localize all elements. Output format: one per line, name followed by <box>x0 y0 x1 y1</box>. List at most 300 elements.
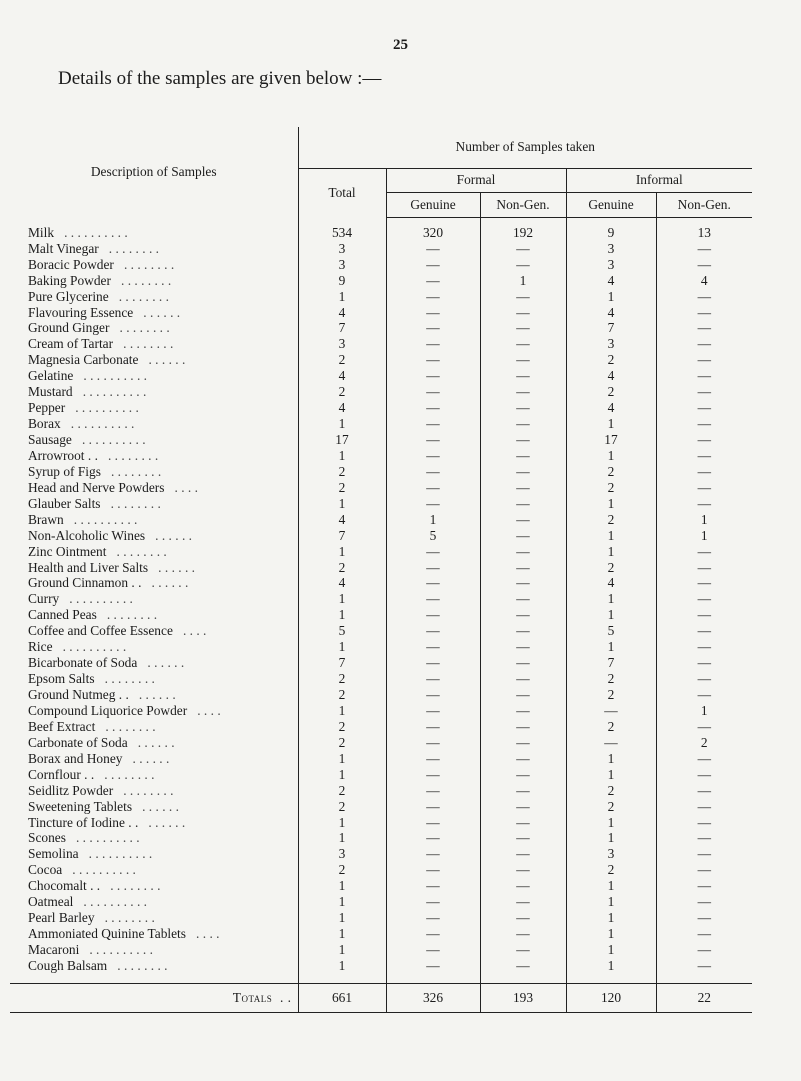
table-row <box>10 576 752 592</box>
cell-formal-non-gen: — <box>480 305 566 321</box>
cell-total: 1 <box>298 926 386 942</box>
sample-description <box>10 464 298 480</box>
sample-description <box>10 257 298 273</box>
table-row <box>10 831 752 847</box>
leader-dots: . . . . . . . . <box>110 878 161 894</box>
cell-total: 5 <box>298 623 386 639</box>
cell-formal-non-gen: — <box>480 703 566 719</box>
cell-formal-genuine: — <box>386 305 480 321</box>
cell-total: 2 <box>298 384 386 400</box>
cell-informal-genuine: — <box>566 735 656 751</box>
cell-informal-genuine: 2 <box>566 464 656 480</box>
leader-dots: . . . . . . . . . . <box>81 432 146 447</box>
cell-formal-non-gen: — <box>480 847 566 863</box>
cell-formal-genuine: — <box>386 576 480 592</box>
cell-informal-non-gen: — <box>656 289 752 305</box>
cell-informal-non-gen: — <box>656 416 752 432</box>
sample-description <box>10 305 298 321</box>
cell-informal-non-gen: — <box>656 368 752 384</box>
cell-total: 2 <box>298 464 386 480</box>
cell-informal-genuine: 1 <box>566 751 656 767</box>
cell-formal-genuine: — <box>386 623 480 639</box>
leader-dots: . . . . . . . . . . <box>88 846 153 862</box>
cell-formal-non-gen: — <box>480 767 566 783</box>
table-row <box>10 225 752 241</box>
sample-name: Borax <box>28 416 61 432</box>
cell-informal-genuine: 2 <box>566 512 656 528</box>
cell-informal-non-gen: — <box>656 576 752 592</box>
table-row <box>10 416 752 432</box>
sample-name: Semolina <box>28 846 79 862</box>
cell-informal-genuine: 2 <box>566 560 656 576</box>
cell-total: 4 <box>298 512 386 528</box>
sample-name: Zinc Ointment <box>28 543 107 559</box>
sample-name: Ammoniated Quinine Tablets <box>28 926 186 942</box>
cell-formal-non-gen: 1 <box>480 273 566 289</box>
cell-formal-genuine: — <box>386 910 480 926</box>
cell-formal-non-gen: — <box>480 432 566 448</box>
description-header: Description of Samples <box>90 164 217 180</box>
table-row <box>10 560 752 576</box>
cell-formal-non-gen: — <box>480 576 566 592</box>
cell-informal-genuine: 1 <box>566 528 656 544</box>
leader-dots: . . . . . . <box>142 798 179 814</box>
cell-total: 2 <box>298 799 386 815</box>
cell-formal-non-gen: — <box>480 910 566 926</box>
cell-informal-genuine: 7 <box>566 321 656 337</box>
cell-total: 7 <box>298 655 386 671</box>
sample-name: Health and Liver Salts <box>28 559 149 575</box>
cell-informal-genuine: 1 <box>566 639 656 655</box>
cell-formal-genuine: — <box>386 958 480 974</box>
leader-dots: . . . . . . . . <box>110 495 161 511</box>
sample-name: Cocoa <box>28 862 63 878</box>
cell-total: 1 <box>298 496 386 512</box>
cell-informal-genuine: 5 <box>566 623 656 639</box>
cell-formal-non-gen: — <box>480 353 566 369</box>
sample-description <box>10 608 298 624</box>
sample-description <box>10 815 298 831</box>
cell-formal-non-gen: — <box>480 608 566 624</box>
cell-informal-genuine: 1 <box>566 416 656 432</box>
cell-informal-non-gen: 1 <box>656 703 752 719</box>
sample-description <box>10 751 298 767</box>
table-row <box>10 623 752 639</box>
cell-formal-genuine: 320 <box>386 225 480 241</box>
cell-informal-non-gen: — <box>656 592 752 608</box>
table-row <box>10 608 752 624</box>
cell-informal-genuine: 2 <box>566 353 656 369</box>
sample-name: Cough Balsam <box>28 958 108 973</box>
sample-name: Arrowroot . . <box>28 448 98 463</box>
sample-description <box>10 767 298 783</box>
cell-formal-genuine: — <box>386 368 480 384</box>
sample-description <box>10 528 298 544</box>
leader-dots: . . . . . . . . <box>121 272 172 288</box>
table-row <box>10 353 752 369</box>
sample-description <box>10 687 298 703</box>
cell-formal-genuine: — <box>386 480 480 496</box>
cell-formal-non-gen: — <box>480 337 566 353</box>
sample-description <box>10 878 298 894</box>
cell-informal-genuine: 9 <box>566 225 656 241</box>
cell-formal-genuine: — <box>386 831 480 847</box>
table-row <box>10 799 752 815</box>
cell-informal-non-gen: — <box>656 815 752 831</box>
leader-dots: . . . . . . . . <box>117 958 168 973</box>
totals-formal-non-gen: 193 <box>480 984 566 1013</box>
cell-formal-non-gen: — <box>480 958 566 974</box>
cell-formal-genuine: 1 <box>386 512 480 528</box>
sample-name: Sausage <box>28 432 72 447</box>
sample-description <box>10 337 298 353</box>
cell-informal-non-gen: — <box>656 305 752 321</box>
cell-informal-non-gen: — <box>656 639 752 655</box>
cell-informal-non-gen: — <box>656 831 752 847</box>
cell-informal-non-gen: — <box>656 767 752 783</box>
leader-dots: . . . . . . . . <box>123 782 174 798</box>
cell-informal-non-gen: 4 <box>656 273 752 289</box>
cell-total: 1 <box>298 878 386 894</box>
leader-dots: . . . . . . . . <box>104 910 155 926</box>
informal-header: Informal <box>566 169 752 193</box>
sample-description <box>10 480 298 496</box>
sample-description <box>10 942 298 958</box>
cell-informal-non-gen: — <box>656 910 752 926</box>
table-row <box>10 257 752 273</box>
cell-informal-non-gen: — <box>656 448 752 464</box>
sample-name: Pure Glycerine <box>28 288 109 304</box>
table-row <box>10 241 752 257</box>
table-row <box>10 321 752 337</box>
sample-name: Ground Nutmeg . . <box>28 687 129 702</box>
cell-informal-non-gen: — <box>656 337 752 353</box>
table-row <box>10 815 752 831</box>
cell-total: 4 <box>298 400 386 416</box>
sample-name: Epsom Salts <box>28 671 95 687</box>
cell-formal-non-gen: — <box>480 671 566 687</box>
cell-formal-genuine: — <box>386 496 480 512</box>
cell-formal-genuine: — <box>386 847 480 863</box>
sample-name: Macaroni <box>28 942 80 957</box>
cell-formal-genuine: — <box>386 767 480 783</box>
cell-formal-genuine: — <box>386 671 480 687</box>
cell-total: 1 <box>298 942 386 958</box>
cell-formal-non-gen: — <box>480 384 566 400</box>
sample-name: Cream of Tartar <box>28 336 114 352</box>
sample-name: Compound Liquorice Powder <box>28 703 188 718</box>
totals-total: 661 <box>298 984 386 1013</box>
leader-dots: . . . . . . <box>132 750 170 766</box>
table-row <box>10 767 752 783</box>
sample-name: Boracic Powder <box>28 256 114 272</box>
cell-formal-genuine: — <box>386 289 480 305</box>
sample-description <box>10 783 298 799</box>
table-row <box>10 894 752 910</box>
sample-description <box>10 958 298 974</box>
cell-formal-genuine: — <box>386 384 480 400</box>
sample-description <box>10 639 298 655</box>
cell-formal-non-gen: — <box>480 894 566 910</box>
cell-total: 1 <box>298 767 386 783</box>
cell-formal-genuine: — <box>386 608 480 624</box>
sample-name: Carbonate of Soda <box>28 735 128 750</box>
cell-formal-non-gen: — <box>480 528 566 544</box>
cell-informal-genuine: 1 <box>566 942 656 958</box>
table-row <box>10 512 752 528</box>
cell-informal-non-gen: — <box>656 560 752 576</box>
sample-description <box>10 910 298 926</box>
cell-informal-genuine: 2 <box>566 480 656 496</box>
totals-label: Totals . . <box>10 984 298 1013</box>
sample-description <box>10 448 298 464</box>
cell-informal-genuine: 7 <box>566 655 656 671</box>
cell-total: 2 <box>298 353 386 369</box>
sample-description <box>10 671 298 687</box>
cell-formal-non-gen: 192 <box>480 225 566 241</box>
cell-formal-genuine: — <box>386 926 480 942</box>
leader-dots: . . . . . . . . . . <box>83 368 148 384</box>
cell-total: 3 <box>298 241 386 257</box>
sample-name: Pepper <box>28 400 66 416</box>
cell-informal-genuine: 1 <box>566 815 656 831</box>
samples-table <box>10 127 752 1013</box>
table-row <box>10 735 752 751</box>
table-row <box>10 878 752 894</box>
cell-informal-genuine: 1 <box>566 878 656 894</box>
leader-dots: . . . . <box>182 623 207 639</box>
leader-dots: . . . . . . <box>147 655 185 671</box>
cell-informal-genuine: 4 <box>566 400 656 416</box>
leader-dots: . . . . . . <box>148 352 186 368</box>
cell-total: 2 <box>298 560 386 576</box>
sample-description <box>10 560 298 576</box>
cell-total: 2 <box>298 863 386 879</box>
sample-name: Canned Peas <box>28 607 97 623</box>
cell-informal-genuine: 1 <box>566 608 656 624</box>
page-number: 25 <box>393 37 408 53</box>
cell-informal-genuine: 1 <box>566 448 656 464</box>
cell-formal-non-gen: — <box>480 687 566 703</box>
sample-description <box>10 289 298 305</box>
table-row <box>10 305 752 321</box>
sample-description <box>10 592 298 608</box>
cell-informal-genuine: 2 <box>566 671 656 687</box>
cell-informal-genuine: 1 <box>566 958 656 974</box>
leader-dots: . . . . . . . . . . <box>69 591 133 607</box>
cell-informal-genuine: 1 <box>566 289 656 305</box>
cell-formal-non-gen: — <box>480 623 566 639</box>
leader-dots: . . . . . . . . <box>118 288 169 304</box>
cell-formal-non-gen: — <box>480 464 566 480</box>
leader-dots: . . . . . . . . . . <box>72 862 136 878</box>
cell-total: 1 <box>298 958 386 974</box>
sample-description <box>10 384 298 400</box>
sample-description <box>10 544 298 560</box>
cell-informal-genuine: 4 <box>566 273 656 289</box>
leader-dots: . . . . <box>196 926 220 942</box>
cell-informal-non-gen: 1 <box>656 512 752 528</box>
cell-informal-genuine: 2 <box>566 384 656 400</box>
cell-total: 2 <box>298 735 386 751</box>
cell-informal-genuine: 2 <box>566 783 656 799</box>
table-row <box>10 863 752 879</box>
leader-dots: . . . . . . <box>148 814 186 830</box>
leader-dots: . . . . . . <box>158 559 195 575</box>
table-row <box>10 926 752 942</box>
cell-informal-non-gen: — <box>656 878 752 894</box>
leader-dots: . . . . . . . . <box>104 766 155 782</box>
cell-informal-non-gen: — <box>656 958 752 974</box>
table-row <box>10 273 752 289</box>
cell-formal-genuine: — <box>386 241 480 257</box>
cell-formal-non-gen: — <box>480 592 566 608</box>
leader-dots: . . . . . . . . <box>123 256 175 272</box>
table-row <box>10 480 752 496</box>
sample-description <box>10 416 298 432</box>
totals-row <box>10 984 752 1013</box>
cell-informal-genuine: 1 <box>566 496 656 512</box>
cell-formal-non-gen: — <box>480 831 566 847</box>
cell-formal-genuine: — <box>386 416 480 432</box>
formal-header: Formal <box>386 169 566 193</box>
table-row <box>10 528 752 544</box>
cell-total: 1 <box>298 910 386 926</box>
cell-formal-non-gen: — <box>480 639 566 655</box>
cell-formal-non-gen: — <box>480 448 566 464</box>
sample-description <box>10 225 298 241</box>
cell-total: 2 <box>298 783 386 799</box>
cell-informal-genuine: 1 <box>566 767 656 783</box>
cell-total: 1 <box>298 831 386 847</box>
leader-dots: . . . . . . . . <box>110 464 162 479</box>
leader-dots: . . . . . . . . . . <box>75 400 139 416</box>
cell-formal-non-gen: — <box>480 480 566 496</box>
cell-formal-genuine: — <box>386 464 480 480</box>
cell-formal-non-gen: — <box>480 655 566 671</box>
sample-description <box>10 703 298 719</box>
sample-name: Oatmeal <box>28 894 74 910</box>
cell-formal-non-gen: — <box>480 544 566 560</box>
sample-name: Sweetening Tablets <box>28 798 133 814</box>
table-row <box>10 384 752 400</box>
cell-informal-genuine: 3 <box>566 847 656 863</box>
table-row <box>10 783 752 799</box>
cell-formal-genuine: — <box>386 719 480 735</box>
cell-informal-non-gen: — <box>656 480 752 496</box>
cell-informal-genuine: 17 <box>566 432 656 448</box>
sample-name: Glauber Salts <box>28 495 101 511</box>
sample-description <box>10 273 298 289</box>
cell-formal-genuine: — <box>386 687 480 703</box>
cell-formal-genuine: — <box>386 544 480 560</box>
cell-informal-non-gen: — <box>656 400 752 416</box>
sample-name: Mustard <box>28 384 73 400</box>
table-row <box>10 703 752 719</box>
cell-formal-non-gen: — <box>480 257 566 273</box>
sample-name: Coffee and Coffee Essence <box>28 623 173 639</box>
cell-informal-non-gen: — <box>656 384 752 400</box>
cell-total: 4 <box>298 368 386 384</box>
sample-name: Chocomalt . . <box>28 878 101 894</box>
leader-dots: . . . . . . . . . . <box>89 942 153 957</box>
sample-description <box>10 655 298 671</box>
cell-informal-non-gen: — <box>656 655 752 671</box>
sample-description <box>10 735 298 751</box>
table-row <box>10 847 752 863</box>
cell-informal-genuine: 3 <box>566 257 656 273</box>
cell-total: 3 <box>298 257 386 273</box>
cell-informal-non-gen: — <box>656 464 752 480</box>
cell-total: 17 <box>298 432 386 448</box>
cell-informal-non-gen: — <box>656 544 752 560</box>
table-row <box>10 289 752 305</box>
sample-name: Bicarbonate of Soda <box>28 655 138 671</box>
cell-informal-non-gen: — <box>656 496 752 512</box>
cell-total: 1 <box>298 544 386 560</box>
sample-description <box>10 496 298 512</box>
cell-informal-genuine: 3 <box>566 241 656 257</box>
table-row <box>10 368 752 384</box>
table-row <box>10 719 752 735</box>
sample-description <box>10 799 298 815</box>
cell-formal-non-gen: — <box>480 416 566 432</box>
cell-informal-genuine: 2 <box>566 719 656 735</box>
cell-formal-genuine: — <box>386 894 480 910</box>
cell-formal-non-gen: — <box>480 878 566 894</box>
sample-description <box>10 894 298 910</box>
leader-dots: . . . . <box>174 480 198 495</box>
table-row <box>10 655 752 671</box>
sample-name: Beef Extract <box>28 719 96 734</box>
cell-informal-genuine: 1 <box>566 910 656 926</box>
cell-total: 2 <box>298 719 386 735</box>
informal-non-gen-header: Non-Gen. <box>656 193 752 218</box>
cell-total: 1 <box>298 815 386 831</box>
table-row <box>10 496 752 512</box>
cell-total: 7 <box>298 321 386 337</box>
cell-total: 1 <box>298 894 386 910</box>
cell-formal-non-gen: — <box>480 560 566 576</box>
cell-informal-genuine: 2 <box>566 863 656 879</box>
cell-formal-genuine: — <box>386 863 480 879</box>
table-row <box>10 432 752 448</box>
leader-dots: . . . . . . . . <box>105 719 156 734</box>
cell-informal-non-gen: — <box>656 783 752 799</box>
sample-name: Brawn <box>28 511 64 527</box>
cell-informal-genuine: 2 <box>566 799 656 815</box>
sample-description <box>10 719 298 735</box>
leader-dots: . . . . . . . . <box>107 448 159 463</box>
cell-formal-genuine: — <box>386 942 480 958</box>
cell-total: 2 <box>298 480 386 496</box>
table-row <box>10 687 752 703</box>
formal-genuine-header: Genuine <box>386 193 480 218</box>
cell-formal-non-gen: — <box>480 926 566 942</box>
sample-name: Milk <box>28 225 55 240</box>
table-row <box>10 751 752 767</box>
cell-formal-genuine: — <box>386 592 480 608</box>
leader-dots: . . . . . . . . . . <box>70 416 135 432</box>
sample-name: Syrup of Figs <box>28 464 101 479</box>
leader-dots: . . . . . . . . <box>108 240 159 256</box>
cell-formal-non-gen: — <box>480 289 566 305</box>
cell-informal-non-gen: — <box>656 257 752 273</box>
sample-description <box>10 400 298 416</box>
total-header: Total <box>298 169 386 218</box>
formal-non-gen-header: Non-Gen. <box>480 193 566 218</box>
leader-dots: . . . . . . . . <box>104 671 155 687</box>
